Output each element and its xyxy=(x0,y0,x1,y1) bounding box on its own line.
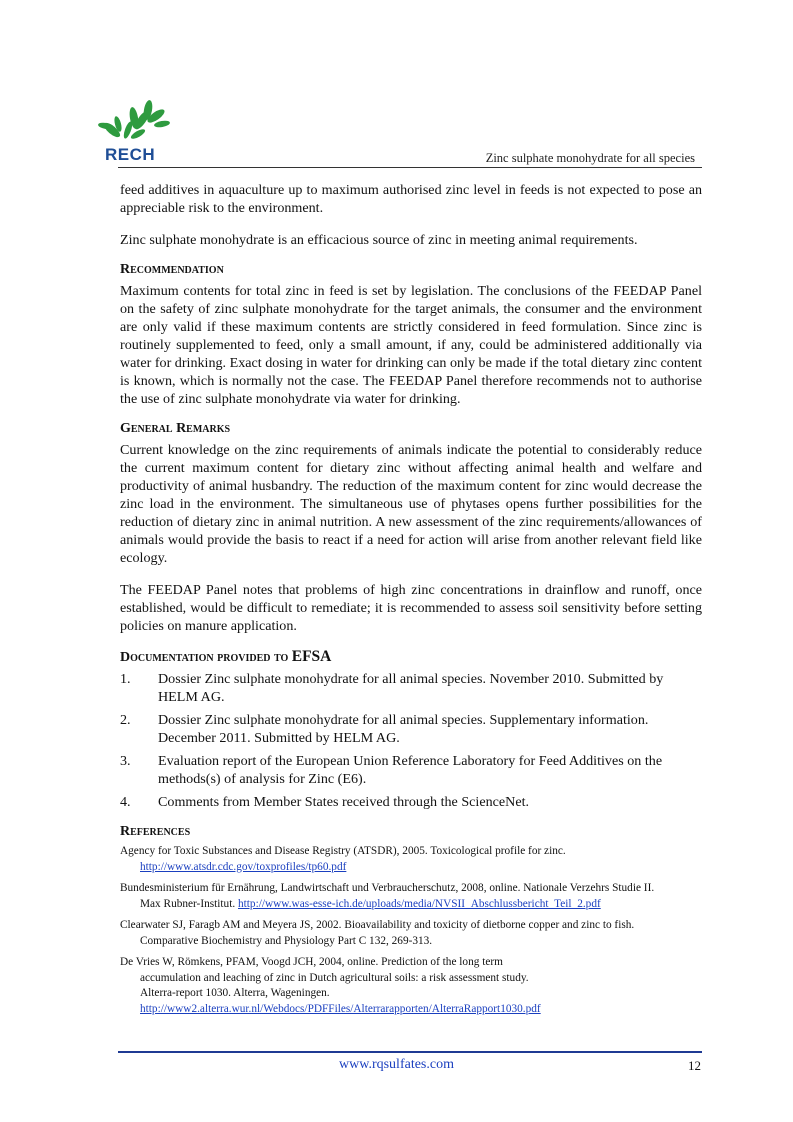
paragraph-aquaculture: feed additives in aquaculture up to maximum authorised zinc level in feeds is not expected to pose an appreciable risk to the environment. xyxy=(120,182,702,216)
page-number: 12 xyxy=(688,1058,701,1073)
running-title: Zinc sulphate monohydrate for all species xyxy=(485,151,695,165)
list-item xyxy=(120,670,702,706)
reference-text: De Vries W, Römkens, PFAM, Voogd JCH, 2004, online. Prediction of the long term xyxy=(120,956,503,968)
list-item xyxy=(120,711,702,747)
list-item-text: Dossier Zinc sulphate monohydrate for all animal species. Supplementary information. December 2011. Submitted by HELM AG. xyxy=(158,712,649,746)
reference-link-atsdr[interactable]: http://www.atsdr.cdc.gov/toxprofiles/tp60.pdf xyxy=(140,860,347,873)
references-list xyxy=(120,844,702,1017)
list-item-number: 2. xyxy=(120,712,131,728)
page-content xyxy=(120,181,702,1023)
reference-text: Max Rubner-Institut. xyxy=(140,897,236,910)
paragraph-efficacy: Zinc sulphate monohydrate is an efficacious source of zinc in meeting animal requirements. xyxy=(120,232,638,248)
rech-logo-text: RECH xyxy=(105,145,156,164)
documentation-heading-text: Documentation provided to xyxy=(120,650,289,665)
reference-devries xyxy=(120,955,702,1017)
list-item-number: 4. xyxy=(120,794,131,810)
general-remarks-text-1: Current knowledge on the zinc requirements of animals indicate the potential to considerably reduce the current maximum content for dietary zinc without affecting animal health and welfare and productivity of animal husbandry. The reduction of the maximum content for zinc would decrease the zinc load in the environment. The simultaneous use of phytases opens further possibilities for the reduction of dietary zinc in animal nutrition. A new assessment of the zinc requirements/allowances of animals would provide the basis to react if a need for action will arise from another relevant field like ecology. xyxy=(120,442,702,566)
list-item-text: Evaluation report of the European Union Reference Laboratory for Feed Additives on the methods(s) of analysis for Zinc (E6). xyxy=(158,753,663,787)
reference-bmelv xyxy=(120,881,702,912)
reference-atsdr xyxy=(120,844,702,875)
reference-text: Alterra-report 1030. Alterra, Wageningen. xyxy=(140,987,330,999)
general-remarks-heading: General Remarks xyxy=(120,421,231,436)
header-divider xyxy=(118,167,702,168)
list-item-number: 1. xyxy=(120,671,131,687)
list-item xyxy=(120,793,702,811)
recommendation-heading: Recommendation xyxy=(120,262,224,277)
list-item-text: Dossier Zinc sulphate monohydrate for all animal species. November 2010. Submitted by HELM AG. xyxy=(158,671,664,705)
reference-text: accumulation and leaching of zinc in Dutch agricultural soils: a risk assessment study. xyxy=(140,971,529,984)
list-item-text: Comments from Member States received through the ScienceNet. xyxy=(158,794,530,810)
reference-text: Clearwater SJ, Faragb AM and Meyera JS, 2002. Bioavailability and toxicity of dietborne copper and zinc to fish. xyxy=(120,919,635,931)
reference-text: Comparative Biochemistry and Physiology Part C 132, 269-313. xyxy=(140,934,433,947)
footer-divider xyxy=(118,1051,702,1053)
reference-clearwater xyxy=(120,918,702,949)
reference-link-alterra[interactable]: http://www2.alterra.wur.nl/Webdocs/PDFFiles/Alterrarapporten/AlterraRapport1030.pdf xyxy=(140,1002,541,1015)
footer-url[interactable]: www.rqsulfates.com xyxy=(339,1057,454,1072)
documentation-heading-efsa: EFSA xyxy=(291,648,332,665)
documentation-heading xyxy=(120,648,702,666)
list-item-number: 3. xyxy=(120,753,131,769)
reference-text: Bundesministerium für Ernährung, Landwirtschaft und Verbraucherschutz, 2008, online. Nationale Verzehrs Studie II. xyxy=(120,882,655,894)
references-heading: References xyxy=(120,824,191,839)
documentation-list xyxy=(120,670,702,811)
recommendation-text: Maximum contents for total zinc in feed is set by legislation. The conclusions of the FEEDAP Panel on the safety of zinc sulphate monohydrate for the target animals, the consumer and the environment are only valid if these maximum contents are strictly considered in feed formulation. Since zinc is routinely supplemented to feed, only a small amount, if any, could be administered additionally via water for drinking. Exact dosing in water for drinking can only be made if the total dietary zinc content is known, which is normally not the case. The FEEDAP Panel therefore recommends not to authorise the use of zinc sulphate monohydrate via water for drinking. xyxy=(120,283,702,407)
reference-text: Agency for Toxic Substances and Disease Registry (ATSDR), 2005. Toxicological profile for zinc. xyxy=(120,845,566,857)
reference-link-nvs[interactable]: http://www.was-esse-ich.de/uploads/media/NVSII_Abschlussbericht_Teil_2.pdf xyxy=(238,897,601,910)
general-remarks-text-2: The FEEDAP Panel notes that problems of high zinc concentrations in drainflow and runoff, once established, would be difficult to remediate; it is recommended to assess soil sensitivity before setting policies on manure application. xyxy=(120,582,702,634)
list-item xyxy=(120,752,702,788)
